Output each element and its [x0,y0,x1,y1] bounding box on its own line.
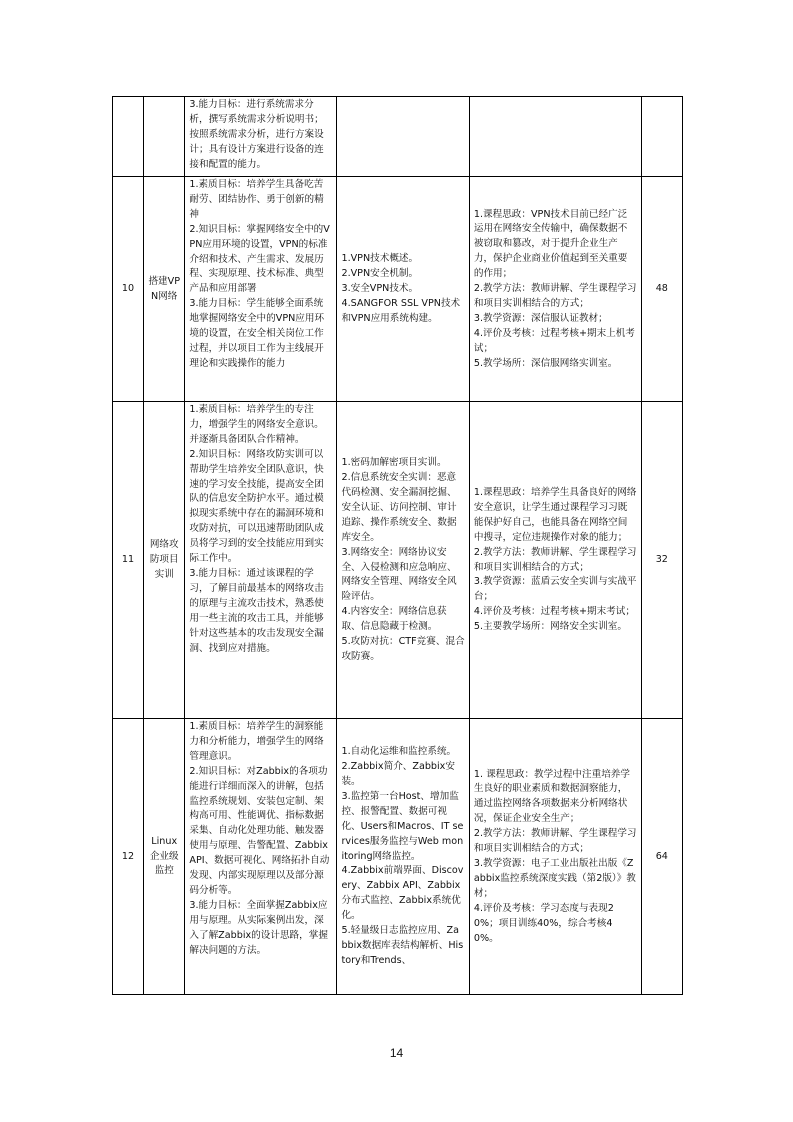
course-table-body [113,97,683,995]
course-name-cell: 搭建VPN网络 [144,177,185,402]
method-item: 3.教学资源：深信服认证教材； [473,312,608,324]
goal-item: 1.素质目标：培养学生的洞察能力和分析能力，增强学生的网络管理意识。 [189,721,324,762]
page-number: 14 [389,1046,404,1060]
method-item: 4.评价及考核：过程考核+期末考试； [473,606,635,618]
row-number-cell: 11 [113,402,144,719]
method-item: 2.教学方法：教师讲解、学生课程学习和项目实训相结合的方式； [473,546,637,573]
row-number-cell: 12 [113,719,144,995]
teaching-method-cell [469,177,641,402]
content-item: 1.自动化运维和监控系统。 [341,746,457,758]
method-item: 1.课程思政：VPN技术目前已经广泛运用在网络安全传输中，确保数据不被窃取和篡改，对于提升企业生产力，保护企业商业价值起到至关重要的作用； [473,208,628,280]
course-name-cell [144,97,185,177]
method-item: 5.主要教学场所：网络安全实训室。 [473,621,627,633]
table-row [113,97,683,177]
goal-item: 2.知识目标：网络攻防实训可以帮助学生培养安全团队意识，快速的学习安全技能，提高安全团队的信息安全防护水平。通过模拟现实系统中存在的漏洞环境和攻防对抗，可以迅速帮助团队成员将学习到的安全技能应用到实际工作中。 [189,448,324,565]
content-item: 4.SANGFOR SSL VPN技术和VPN应用系统构建。 [341,297,461,324]
course-content-cell [337,97,469,177]
content-item: 1.密码加解密项目实训。 [341,457,447,469]
goal-item: 3.能力目标：全面掌握Zabbix应用与原理。从实际案例出发，深入了解Zabbix的设计思路，掌握解决问题的方法。 [189,899,328,956]
course-goals-cell [185,177,337,402]
course-content-cell [337,177,469,402]
method-item: 4.评价及考核：学习态度与表现20%；项目训练40%，综合考核40%。 [473,902,614,944]
method-item: 4.评价及考核：过程考核+期末上机考试； [473,327,635,354]
teaching-method-cell [469,402,641,719]
course-name-cell: 网络攻防项目实训 [144,402,185,719]
course-goals-cell [185,402,337,719]
content-item: 3.安全VPN技术。 [341,283,419,295]
goal-item: 3.能力目标：进行系统需求分析，撰写系统需求分析说明书；按照系统需求分析，进行方案设计；具有设计方案进行设备的连接和配置的能力。 [189,99,324,170]
course-content-cell [337,719,469,995]
content-item: 5.轻量级日志监控应用、Zabbix数据库表结构解析、History和Trends、 [341,925,464,966]
hours-cell: 32 [641,402,682,719]
method-item: 2.教学方法：教师讲解、学生课程学习和项目实训相结合的方式； [473,283,637,309]
hours-cell: 64 [641,719,682,995]
method-item: 3.教学资源：电子工业出版社出版《Zabbix监控系统深度实践（第2版）》教材； [473,858,636,899]
method-item: 5.教学场所：深信服网络实训室。 [473,357,618,369]
content-item: 4.Zabbix前端界面、Discovery、Zabbix API、Zabbix分布式监控、Zabbix系统优化。 [341,865,464,922]
content-item: 2.VPN安全机制。 [341,268,419,280]
method-item: 2.教学方法：教师讲解、学生课程学习和项目实训相结合的方式； [473,828,637,855]
goal-item: 2.知识目标：掌握网络安全中的VPN应用环境的设置，VPN的标准介绍和技术、产生需求、发展历程、实现原理、技术标准、典型产品和应用部署 [189,223,330,295]
content-item: 4.内容安全：网络信息获取、信息隐藏于检测。 [341,606,447,633]
teaching-method-cell [469,719,641,995]
goal-item: 1.素质目标：培养学生的专注力，增强学生的网络安全意识。并逐渐具备团队合作精神。 [189,404,324,445]
course-goals-cell [185,97,337,177]
course-table [112,96,683,995]
goal-item: 3.能力目标：通过该课程的学习，了解目前最基本的网络攻击的原理与主流攻击技术，熟悉使用一些主流的攻击工具，并能够针对这些基本的攻击发现安全漏洞、找到应对措施。 [189,567,324,654]
table-row [113,402,683,719]
goal-item: 2.知识目标：对Zabbix的各项功能进行详细而深入的讲解，包括监控系统规划、安装包定制、架构高可用、性能调优、指标数据采集、自动化处理功能、触发器使用与原理、告警配置、Zabbix API、数据可视化、网络拓扑自动发现、内部实现原理以及部分源码分析等。 [189,765,330,896]
course-name-cell: Linux企业级监控 [144,719,185,995]
goal-item: 1.素质目标：培养学生具备吃苦耐劳、团结协作、勇于创新的精神 [189,179,324,220]
teaching-method-cell [469,97,641,177]
method-item: 3.教学资源：蓝盾云安全实训与实战平台； [473,576,637,603]
hours-cell: 48 [641,177,682,402]
method-item: 1. 课程思政：教学过程中注重培养学生良好的职业素质和数据洞察能力，通过监控网络各项数据来分析网络状况，保证企业安全生产； [473,768,630,825]
content-item: 2.Zabbix简介、Zabbix安装。 [341,761,455,788]
course-goals-cell [185,719,337,995]
content-item: 2.信息系统安全实训：恶意代码检测、安全漏洞挖掘、安全认证、访问控制、审计追踪、操作系统安全、数据库安全。 [341,472,457,543]
content-item: 3.网络安全：网络协议安全、入侵检测和应急响应、网络安全管理、网络安全风险评估。 [341,546,457,603]
content-item: 3.监控第一台Host、增加监控、报警配置、数据可视化、Users和Macros、IT services服务监控与Web monitoring网络监控。 [341,790,464,862]
goal-item: 3.能力目标：学生能够全面系统地掌握网络安全中的VPN应用环境的设置，在安全相关岗位工作过程，并以项目工作为主线展开理论和实践操作的能力 [189,298,325,369]
method-item: 1.课程思政：培养学生具备良好的网络安全意识，让学生通过课程学习习既能保护好自己，也能具备在网络空间中搜寻，定位违规操作对象的能力； [473,486,637,543]
row-number-cell [113,97,144,177]
table-row [113,177,683,402]
row-number-cell: 10 [113,177,144,402]
hours-cell [641,97,682,177]
course-content-cell [337,402,469,719]
content-item: 1.VPN技术概述。 [341,253,419,265]
table-row [113,719,683,995]
content-item: 5.攻防对抗：CTF竞赛、混合攻防赛。 [341,636,465,662]
